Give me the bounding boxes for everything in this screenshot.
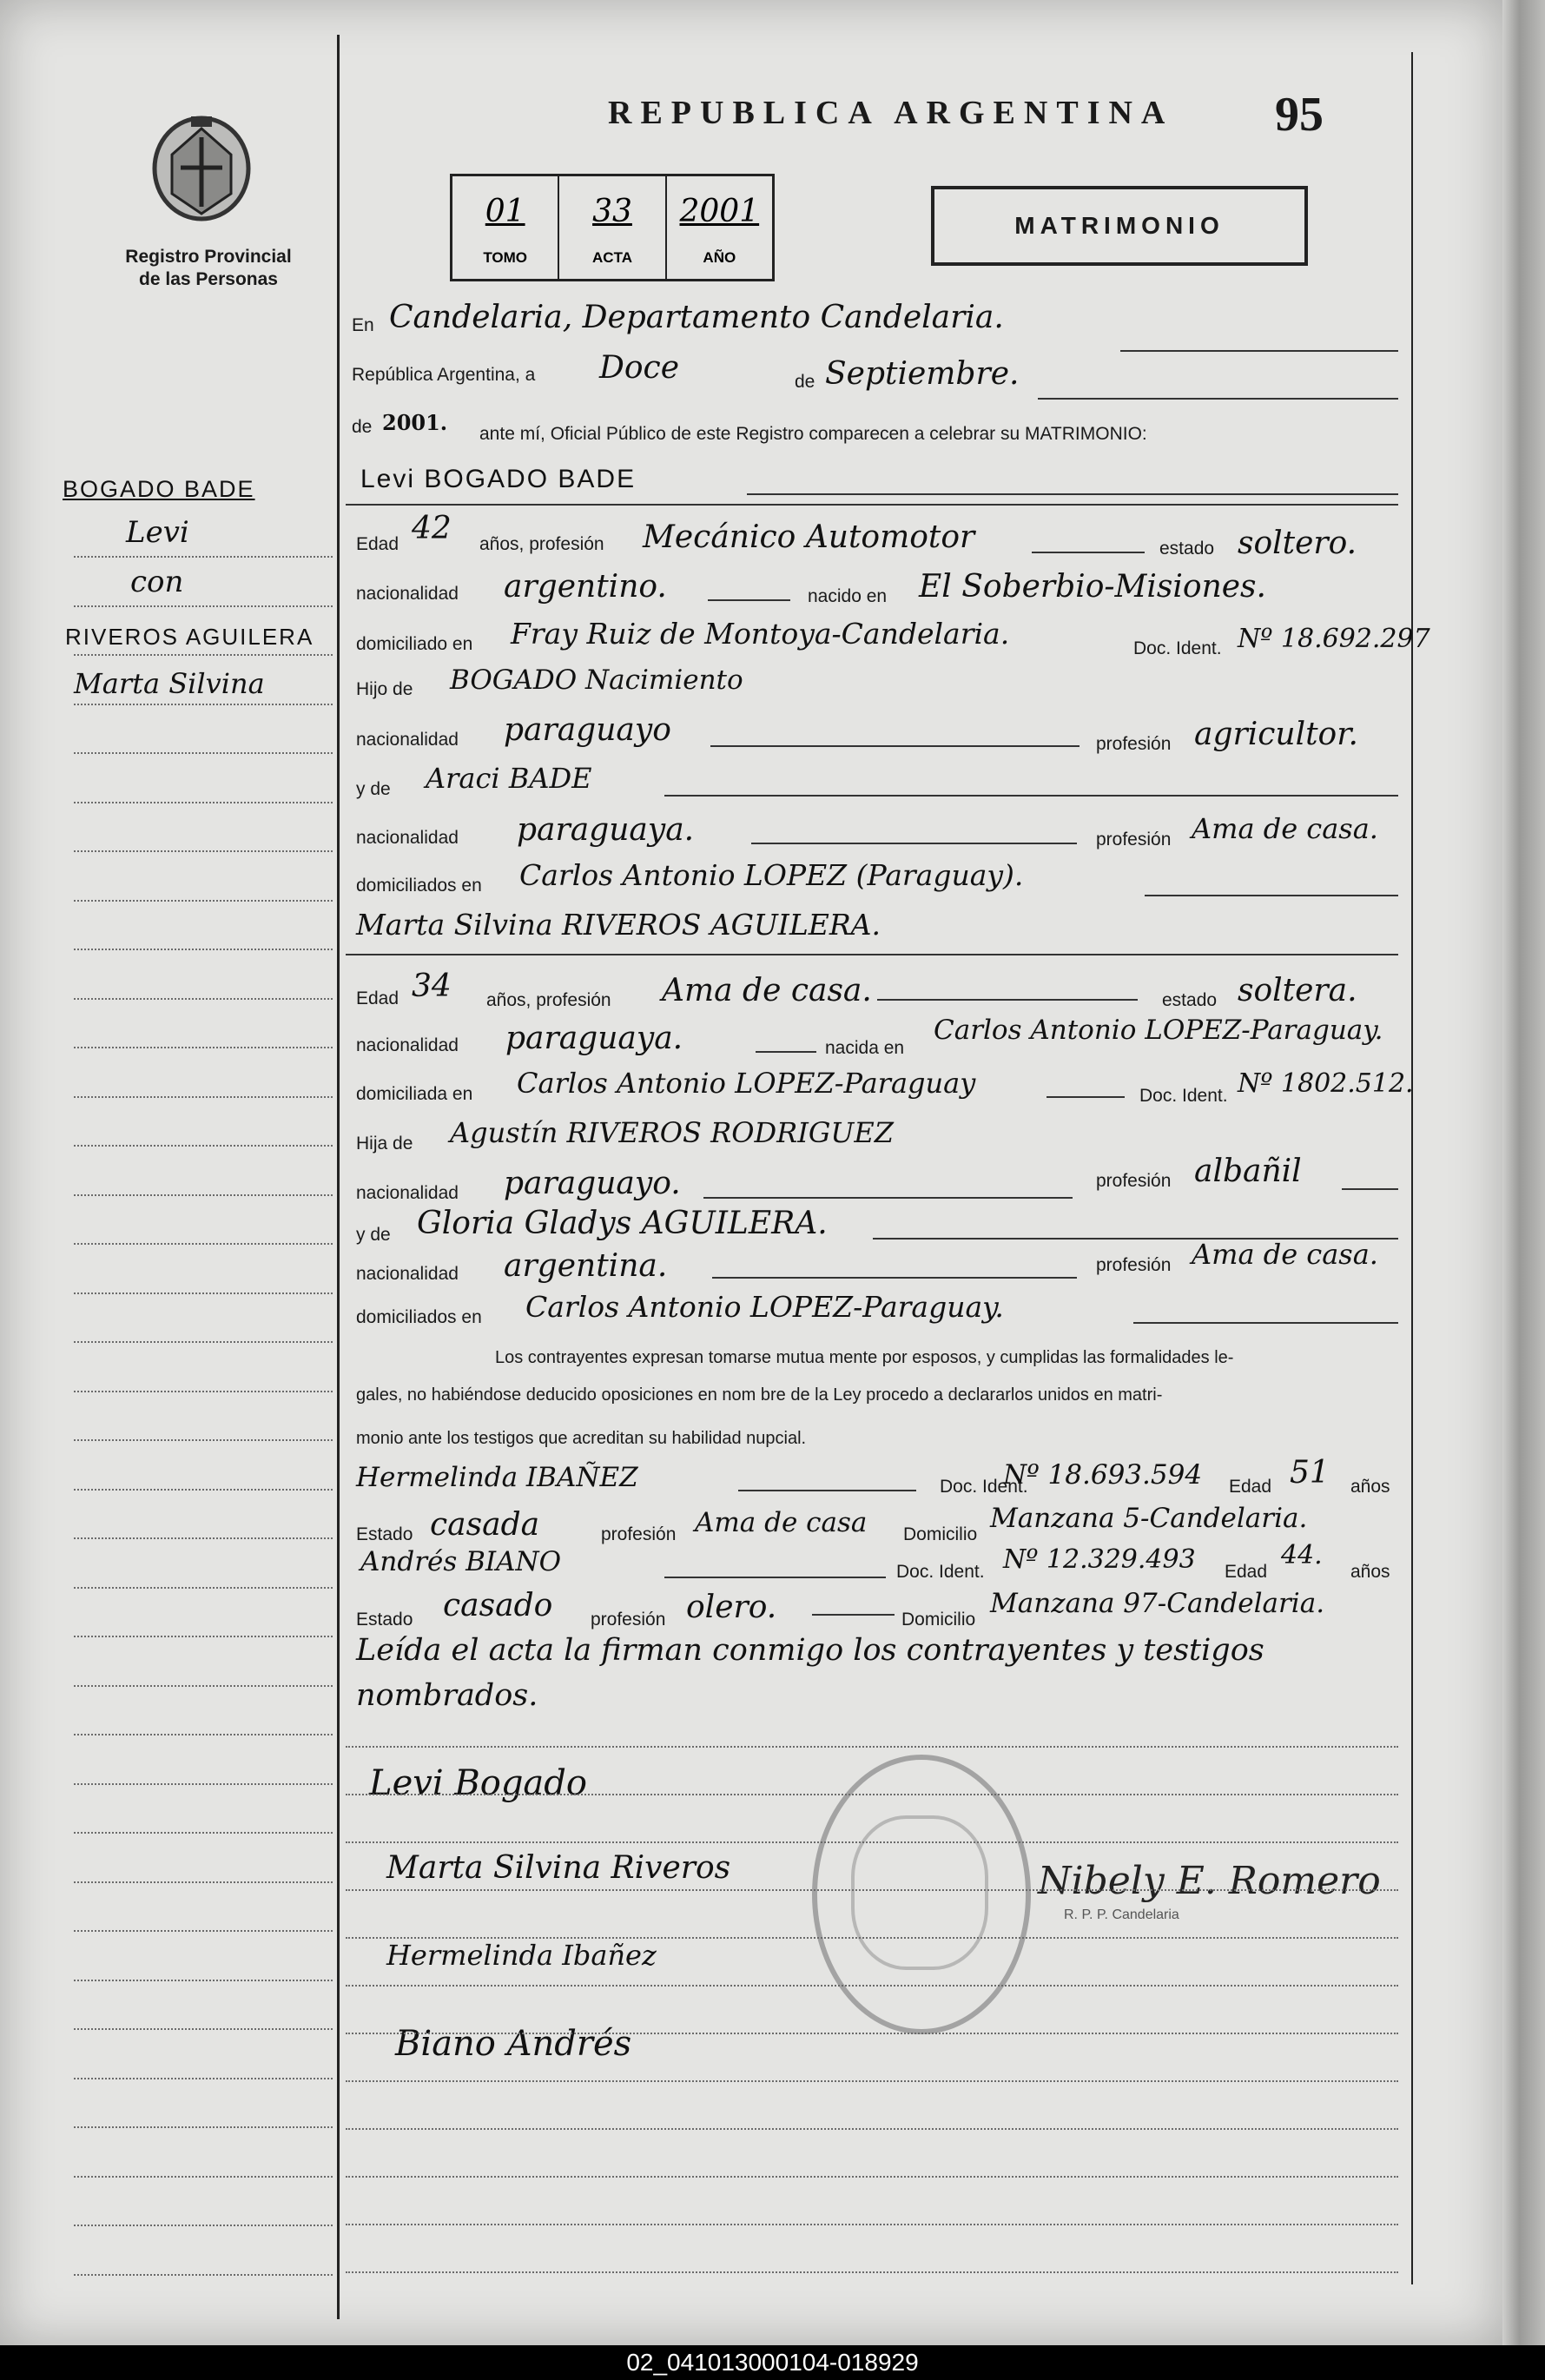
groom-domicile: Fray Ruiz de Montoya-Candelaria. bbox=[511, 617, 1010, 651]
groom-mother-profession: Ama de casa. bbox=[1192, 812, 1378, 845]
groom-age: 42 bbox=[412, 511, 452, 546]
republica-label: República Argentina, a bbox=[352, 365, 536, 385]
declaration-line1: Los contrayentes expresan tomarse mutua mente por esposos, y cumplidas las formalidades le- bbox=[495, 1348, 1234, 1367]
rule bbox=[751, 843, 1077, 844]
rule bbox=[1342, 1188, 1398, 1190]
bride-father-profession: albañil bbox=[1194, 1154, 1302, 1189]
groom-signature: Levi Bogado bbox=[369, 1763, 587, 1803]
bride-hija-label: Hija de bbox=[356, 1134, 413, 1154]
witness1-signature: Hermelinda Ibañez bbox=[386, 1939, 657, 1972]
groom-father: BOGADO Nacimiento bbox=[450, 664, 743, 696]
witness2-domicile: Manzana 97-Candelaria. bbox=[990, 1588, 1325, 1619]
de-year-label: de bbox=[352, 417, 373, 437]
body-ruled-line bbox=[346, 1746, 1398, 1748]
body-ruled-line bbox=[346, 1794, 1398, 1795]
bride-age: 34 bbox=[412, 969, 452, 1004]
groom-birthplace: El Soberbio-Misiones. bbox=[919, 569, 1266, 605]
bride-doc-label: Doc. Ident. bbox=[1139, 1086, 1228, 1106]
margin-ruled-line bbox=[74, 1341, 333, 1343]
margin-ruled-line bbox=[74, 1832, 333, 1834]
margin-ruled-line bbox=[74, 998, 333, 1000]
witness2-prof-label: profesión bbox=[591, 1610, 666, 1630]
witness2-estado: casado bbox=[443, 1588, 553, 1623]
bride-estado-label: estado bbox=[1162, 990, 1218, 1010]
witness2-age: 44. bbox=[1281, 1540, 1323, 1570]
body-ruled-line bbox=[346, 2033, 1398, 2034]
margin-ruled-line bbox=[74, 2176, 333, 2178]
document-id-text: 02_041013000104-018929 bbox=[626, 2349, 919, 2376]
month-value: Septiembre. bbox=[825, 356, 1020, 392]
margin-ruled-line bbox=[74, 1489, 333, 1491]
witness1-name: Hermelinda IBAÑEZ bbox=[356, 1462, 638, 1493]
bride-dom-label: domiciliada en bbox=[356, 1084, 473, 1104]
witness2-name: Andrés BIANO bbox=[360, 1546, 562, 1577]
margin-ruled-line bbox=[74, 1636, 333, 1637]
groom-hijo-label: Hijo de bbox=[356, 679, 413, 699]
groom-mother-prof-label: profesión bbox=[1096, 830, 1172, 850]
declaration-line3: monio ante los testigos que acreditan su habilidad nupcial. bbox=[356, 1429, 807, 1448]
groom-estado-label: estado bbox=[1159, 539, 1215, 559]
body-ruled-line bbox=[346, 2080, 1398, 2082]
groom-mother: Araci BADE bbox=[426, 762, 592, 795]
margin-groom-surname: BOGADO BADE bbox=[63, 476, 255, 502]
margin-ruled-line bbox=[74, 2225, 333, 2226]
bride-yde-label: y de bbox=[356, 1225, 391, 1245]
coat-of-arms-icon bbox=[146, 111, 257, 226]
bride-parents-domicile: Carlos Antonio LOPEZ-Paraguay. bbox=[525, 1290, 1004, 1324]
margin-ruled-line bbox=[74, 605, 333, 607]
margin-divider bbox=[337, 35, 340, 2319]
margin-ruled-line bbox=[74, 1783, 333, 1785]
rule bbox=[1133, 1322, 1398, 1324]
witness2-doc-label: Doc. Ident. bbox=[896, 1562, 985, 1582]
witness1-doc-label: Doc. Ident. bbox=[940, 1477, 1028, 1497]
groom-estado: soltero. bbox=[1238, 526, 1357, 561]
witness2-edad-label: Edad bbox=[1225, 1562, 1268, 1582]
rule bbox=[877, 999, 1138, 1001]
groom-father-profession: agricultor. bbox=[1194, 717, 1358, 752]
margin-bride-surname: RIVEROS AGUILERA bbox=[65, 624, 314, 650]
closing-line2: nombrados. bbox=[356, 1678, 538, 1713]
bride-estado: soltera. bbox=[1238, 973, 1357, 1008]
witness1-anos-label: años bbox=[1350, 1477, 1390, 1497]
rule bbox=[1032, 552, 1145, 553]
declaration-line2: gales, no habiéndose deducido oposiciones en nom bre de la Ley procedo a declararlos unidos en matri- bbox=[356, 1385, 1163, 1405]
bride-mother-nationality: argentina. bbox=[504, 1248, 668, 1284]
margin-con: con bbox=[130, 565, 184, 599]
bride-name: Marta Silvina RIVEROS AGUILERA. bbox=[356, 908, 881, 942]
book-spine bbox=[1502, 0, 1545, 2345]
groom-anos-profesion-label: años, profesión bbox=[479, 534, 604, 554]
groom-doc: Nº 18.692.297 bbox=[1238, 624, 1430, 654]
body-ruled-line bbox=[346, 1985, 1398, 1987]
witness1-estado-label: Estado bbox=[356, 1524, 413, 1544]
witness1-profession: Ama de casa bbox=[695, 1507, 868, 1538]
witness2-signature: Biano Andrés bbox=[395, 2024, 632, 2064]
groom-mother-nationality: paraguaya. bbox=[517, 812, 695, 848]
margin-ruled-line bbox=[74, 900, 333, 902]
acta-label: ACTA bbox=[592, 249, 632, 266]
day-value: Doce bbox=[599, 350, 680, 386]
margin-ruled-line bbox=[74, 2274, 333, 2276]
rule bbox=[1120, 350, 1398, 352]
bride-domicile: Carlos Antonio LOPEZ-Paraguay bbox=[517, 1067, 976, 1100]
margin-ruled-line bbox=[74, 752, 333, 754]
de-label: de bbox=[795, 372, 815, 392]
bride-nac-label: nacionalidad bbox=[356, 1035, 459, 1055]
bride-profession: Ama de casa. bbox=[662, 973, 872, 1008]
witness2-estado-label: Estado bbox=[356, 1610, 413, 1630]
margin-ruled-line bbox=[74, 1243, 333, 1245]
groom-parents-dom-label: domiciliados en bbox=[356, 876, 482, 896]
closing-line1: Leída el acta la firman conmigo los contrayentes y testigos bbox=[356, 1633, 1264, 1668]
groom-edad-label: Edad bbox=[356, 534, 399, 554]
body-ruled-line bbox=[346, 2128, 1398, 2130]
margin-ruled-line bbox=[74, 1096, 333, 1098]
groom-name: Levi BOGADO BADE bbox=[360, 465, 637, 493]
body-ruled-line bbox=[346, 2271, 1398, 2273]
rule bbox=[756, 1051, 816, 1053]
groom-doc-label: Doc. Ident. bbox=[1133, 638, 1222, 658]
witness1-estado: casada bbox=[430, 1507, 540, 1543]
en-label: En bbox=[352, 315, 374, 335]
margin-ruled-line bbox=[74, 1734, 333, 1735]
ante-text: ante mí, Oficial Público de este Registro comparecen a celebrar su MATRIMONIO: bbox=[479, 424, 1147, 444]
witness1-doc: Nº 18.693.594 bbox=[1003, 1459, 1203, 1491]
bride-edad-label: Edad bbox=[356, 988, 399, 1008]
country-title: REPUBLICA ARGENTINA bbox=[608, 95, 1174, 131]
rule bbox=[712, 1277, 1077, 1279]
rule bbox=[703, 1197, 1073, 1199]
bride-mother-profession: Ama de casa. bbox=[1192, 1238, 1378, 1271]
margin-bride-name: Marta Silvina bbox=[74, 667, 265, 700]
margin-ruled-line bbox=[74, 1145, 333, 1147]
margin-ruled-line bbox=[74, 654, 333, 656]
margin-ruled-line bbox=[74, 1194, 333, 1196]
groom-father-nationality: paraguayo bbox=[504, 712, 671, 748]
margin-ruled-line bbox=[74, 2126, 333, 2128]
margin-ruled-line bbox=[74, 2078, 333, 2079]
bride-parents-dom-label: domiciliados en bbox=[356, 1307, 482, 1327]
groom-nationality: argentino. bbox=[504, 569, 667, 605]
record-id-box bbox=[450, 174, 775, 281]
groom-father-prof-label: profesión bbox=[1096, 734, 1172, 754]
tomo-label: TOMO bbox=[483, 249, 527, 266]
bride-nacida-label: nacida en bbox=[825, 1038, 905, 1058]
margin-ruled-line bbox=[74, 704, 333, 705]
tomo-cell bbox=[452, 176, 559, 279]
registry-label-line2: de las Personas bbox=[139, 269, 278, 289]
witness1-domicile: Manzana 5-Candelaria. bbox=[990, 1503, 1308, 1534]
margin-ruled-line bbox=[74, 1587, 333, 1589]
official-seal-stamp-inner bbox=[851, 1815, 988, 1970]
margin-ruled-line bbox=[74, 1391, 333, 1392]
margin-ruled-line bbox=[74, 802, 333, 803]
rule bbox=[812, 1614, 895, 1616]
margin-ruled-line bbox=[74, 1047, 333, 1048]
margin-ruled-line bbox=[74, 850, 333, 852]
bride-birthplace: Carlos Antonio LOPEZ-Paraguay. bbox=[934, 1015, 1383, 1046]
rule bbox=[346, 954, 1398, 955]
witness1-dom-label: Domicilio bbox=[903, 1524, 978, 1544]
witness2-anos-label: años bbox=[1350, 1562, 1390, 1582]
body-ruled-line bbox=[346, 1937, 1398, 1939]
rule bbox=[1047, 1096, 1125, 1098]
margin-ruled-line bbox=[74, 2028, 333, 2030]
rule bbox=[346, 504, 1398, 506]
groom-profession: Mecánico Automotor bbox=[643, 519, 975, 555]
body-ruled-line bbox=[346, 1841, 1398, 1843]
rule bbox=[664, 1577, 886, 1578]
margin-ruled-line bbox=[74, 1980, 333, 1981]
margin-ruled-line bbox=[74, 1439, 333, 1441]
margin-ruled-line bbox=[74, 1930, 333, 1932]
official-stamp-text: R. P. P. Candelaria bbox=[1064, 1907, 1179, 1922]
rule bbox=[664, 795, 1398, 797]
groom-mother-nac-label: nacionalidad bbox=[356, 828, 459, 848]
ano-value: 2001 bbox=[679, 194, 760, 229]
groom-nac-label: nacionalidad bbox=[356, 584, 459, 604]
year-value: 2001. bbox=[382, 410, 448, 435]
bride-mother: Gloria Gladys AGUILERA. bbox=[417, 1206, 828, 1241]
bride-mother-nac-label: nacionalidad bbox=[356, 1264, 459, 1284]
bride-father-nationality: paraguayo. bbox=[504, 1166, 681, 1201]
margin-ruled-line bbox=[74, 1881, 333, 1883]
tomo-value: 01 bbox=[485, 194, 525, 229]
margin-groom-name: Levi bbox=[126, 515, 189, 550]
page-number: 95 bbox=[1275, 88, 1324, 142]
margin-ruled-line bbox=[74, 556, 333, 558]
margin-ruled-line bbox=[74, 1685, 333, 1687]
bride-father: Agustín RIVEROS RODRIGUEZ bbox=[450, 1116, 894, 1149]
margin-ruled-line bbox=[74, 1292, 333, 1294]
registry-label-line1: Registro Provincial bbox=[125, 247, 292, 267]
bride-nationality: paraguaya. bbox=[505, 1021, 683, 1056]
registry-label bbox=[78, 246, 339, 291]
rule bbox=[738, 1490, 916, 1491]
ano-label: AÑO bbox=[703, 249, 736, 266]
rule bbox=[747, 493, 1398, 495]
rule bbox=[1145, 895, 1398, 896]
ano-cell bbox=[667, 176, 772, 279]
margin-ruled-line bbox=[74, 949, 333, 950]
witness2-dom-label: Domicilio bbox=[901, 1610, 976, 1630]
body-ruled-line bbox=[346, 2224, 1398, 2225]
witness1-prof-label: profesión bbox=[601, 1524, 677, 1544]
rule bbox=[1038, 398, 1398, 400]
bride-father-nac-label: nacionalidad bbox=[356, 1183, 459, 1203]
groom-father-nac-label: nacionalidad bbox=[356, 730, 459, 750]
acta-cell bbox=[559, 176, 666, 279]
right-border bbox=[1411, 52, 1413, 2284]
bride-anos-profesion-label: años, profesión bbox=[486, 990, 611, 1010]
acta-value: 33 bbox=[592, 194, 632, 229]
bride-father-prof-label: profesión bbox=[1096, 1171, 1172, 1191]
witness1-age: 51 bbox=[1290, 1455, 1330, 1491]
groom-parents-domicile: Carlos Antonio LOPEZ (Paraguay). bbox=[519, 858, 1024, 892]
act-type-box: MATRIMONIO bbox=[931, 186, 1308, 266]
groom-yde-label: y de bbox=[356, 779, 391, 799]
margin-ruled-line bbox=[74, 1537, 333, 1539]
rule bbox=[708, 599, 790, 601]
bride-signature: Marta Silvina Riveros bbox=[386, 1850, 731, 1886]
official-signature: Nibely E. Romero bbox=[1038, 1859, 1381, 1903]
groom-nacido-label: nacido en bbox=[808, 586, 888, 606]
body-ruled-line bbox=[346, 1889, 1398, 1891]
bride-doc: Nº 1802.512. bbox=[1238, 1068, 1414, 1099]
bride-mother-prof-label: profesión bbox=[1096, 1255, 1172, 1275]
body-ruled-line bbox=[346, 2176, 1398, 2178]
rule bbox=[710, 745, 1080, 747]
witness2-doc: Nº 12.329.493 bbox=[1003, 1544, 1196, 1575]
place-value: Candelaria, Departamento Candelaria. bbox=[389, 300, 1004, 335]
witness1-edad-label: Edad bbox=[1229, 1477, 1272, 1497]
groom-dom-label: domiciliado en bbox=[356, 634, 473, 654]
witness2-profession: olero. bbox=[686, 1590, 777, 1625]
